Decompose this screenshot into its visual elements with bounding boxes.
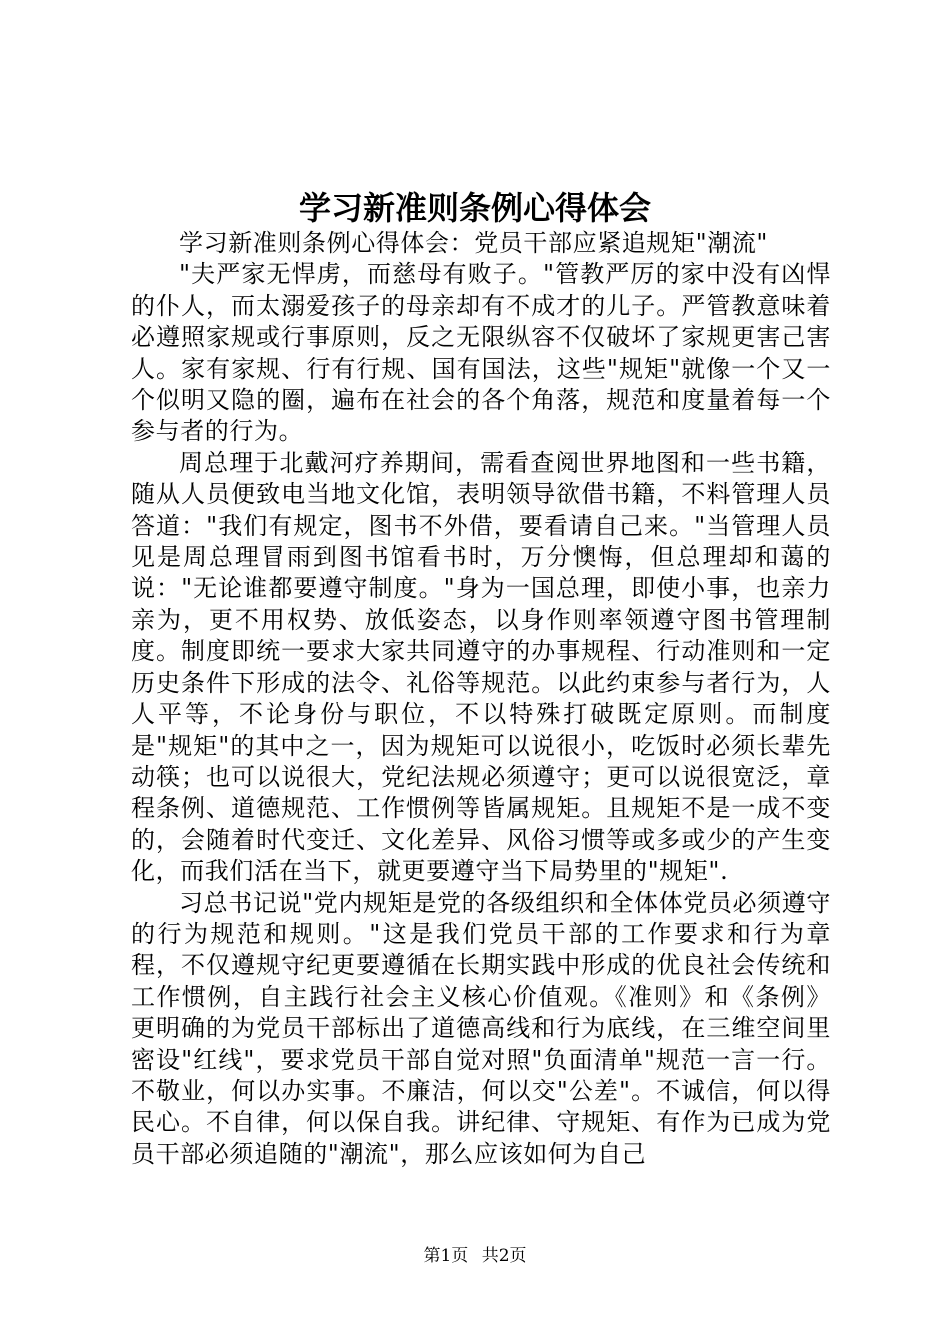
paragraph: 习总书记说"党内规矩是党的各级组织和全体体党员必须遵守的行为规范和规则。"这是我们党员干部的工作要求和行为章程，不仅遵规守纪更要遵循在长期实践中形成的优良社会传统和工作惯例，自主践行社会主义核心价值观。《准则》和《条例》更明确的为党员干部标出了道德高线和行为底线，在三维空间里密设"红线"，要求党员干部自觉对照"负面清单"规范一言一行。不敬业，何以办实事。不廉洁，何以交"公差"。不诚信，何以得民心。不自律，何以保自我。讲纪律、守规矩、有作为已成为党员干部必须追随的"潮流"，那么应该如何为自己 bbox=[131, 888, 831, 1168]
page-total: 共2页 bbox=[481, 1246, 527, 1266]
document-title: 学习新准则条例心得体会 bbox=[298, 189, 651, 227]
page-footer bbox=[0, 1244, 950, 1268]
paragraph: "夫严家无悍虏，而慈母有败子。"管教严厉的家中没有凶悍的仆人，而太溺爱孩子的母亲却有不成才的儿子。严管教意味着必遵照家规或行事原则，反之无限纵容不仅破坏了家规更害己害人。家有家规、行有行规、国有国法，这些"规矩"就像一个又一个似明又隐的圈，遍布在社会的各个角落，规范和度量着每一个参与者的行为。 bbox=[131, 260, 831, 446]
document-body bbox=[131, 228, 831, 1170]
paragraph: 周总理于北戴河疗养期间，需看查阅世界地图和一些书籍，随从人员便致电当地文化馆，表明领导欲借书籍，不料管理人员答道："我们有规定，图书不外借，要看请自己来。"当管理人员见是周总理冒雨到图书馆看书时，万分懊悔，但总理却和蔼的说："无论谁都要遵守制度。"身为一国总理，即使小事，也亲力亲为，更不用权势、放低姿态，以身作则率领遵守图书管理制度。制度即统一要求大家共同遵守的办事规程、行动准则和一定历史条件下形成的法令、礼俗等规范。以此约束参与者行为，人人平等，不论身份与职位，不以特殊打破既定原则。而制度是"规矩"的其中之一，因为规矩可以说很小，吃饭时必须长辈先动筷；也可以说很大，党纪法规必须遵守；更可以说很宽泛，章程条例、道德规范、工作惯例等皆属规矩。且规矩不是一成不变的，会随着时代变迁、文化差异、风俗习惯等或多或少的产生变化，而我们活在当下，就更要遵守当下局势里的"规矩". bbox=[131, 448, 831, 886]
paragraph-subtitle: 学习新准则条例心得体会：党员干部应紧追规矩"潮流" bbox=[179, 229, 769, 257]
page-number: 第1页 bbox=[423, 1246, 469, 1266]
